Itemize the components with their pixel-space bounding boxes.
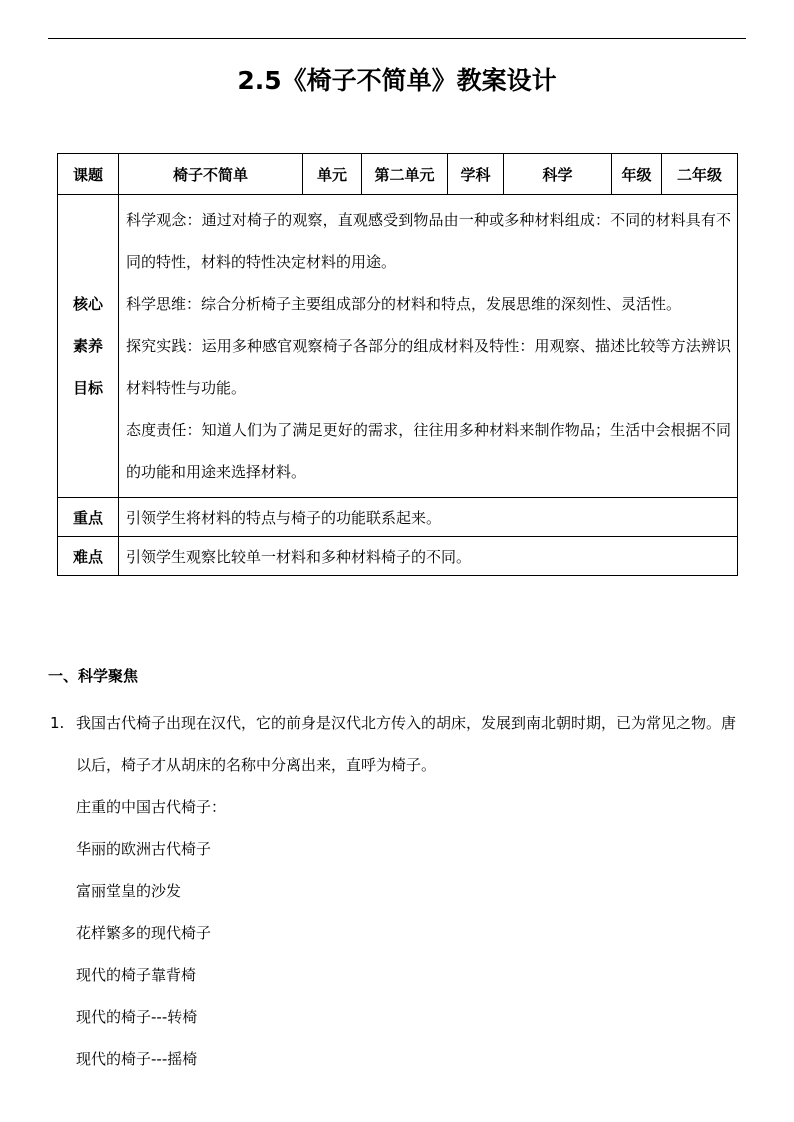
- unit-value: 第二单元: [362, 154, 448, 195]
- sub-item: 庄重的中国古代椅子：: [76, 798, 227, 816]
- grade-label: 年级: [612, 154, 662, 195]
- key-point-value: 引领学生将材料的特点与椅子的功能联系起来。: [119, 498, 738, 537]
- course-label: 课题: [58, 154, 119, 195]
- sub-item: 花样繁多的现代椅子: [76, 924, 212, 942]
- core-label-line: 素养: [72, 337, 103, 355]
- sub-item: 现代的椅子---转椅: [76, 1008, 198, 1026]
- goal-science-thinking: 科学思维：综合分析椅子主要组成部分的材料和特点，发展思维的深刻性、灵活性。: [126, 295, 682, 313]
- list-item: [48, 702, 746, 786]
- course-value: 椅子不简单: [119, 154, 303, 195]
- table-row: [58, 537, 738, 576]
- subject-label: 学科: [448, 154, 504, 195]
- subject-value: 科学: [504, 154, 612, 195]
- grade-value: 二年级: [662, 154, 738, 195]
- table-row: [58, 498, 738, 537]
- list-item-number: 1.: [50, 714, 65, 732]
- section-heading: 一、科学聚焦: [48, 667, 139, 685]
- goal-inquiry-practice: 探究实践：运用多种感官观察椅子各部分的组成材料及特性：用观察、描述比较等方法辨识材料特性与功能。: [126, 337, 731, 397]
- list-item-text: 我国古代椅子出现在汉代，它的前身是汉代北方传入的胡床，发展到南北朝时期，已为常见之物。唐以后，椅子才从胡床的名称中分离出来，直呼为椅子。: [76, 714, 737, 774]
- document-title: 2.5《椅子不简单》教案设计: [237, 66, 557, 95]
- lesson-info-table: [57, 153, 738, 576]
- core-goals-content: [119, 195, 738, 498]
- science-focus-list: [48, 702, 746, 1080]
- key-point-label: 重点: [58, 498, 119, 537]
- table-row: [58, 195, 738, 498]
- header-rule: [48, 38, 746, 39]
- sub-item: 现代的椅子靠背椅: [76, 966, 197, 984]
- sub-item: 富丽堂皇的沙发: [76, 882, 182, 900]
- core-label-line: 核心: [72, 295, 103, 313]
- sub-item: 华丽的欧洲古代椅子: [76, 840, 212, 858]
- unit-label: 单元: [303, 154, 362, 195]
- core-label-line: 目标: [72, 379, 103, 397]
- goal-attitude-responsibility: 态度责任：知道人们为了满足更好的需求，往往用多种材料来制作物品；生活中会根据不同的功能和用途来选择材料。: [126, 421, 731, 481]
- core-goals-label: [58, 195, 119, 498]
- goal-science-concept: 科学观念：通过对椅子的观察，直观感受到物品由一种或多种材料组成：不同的材料具有不同的特性，材料的特性决定材料的用途。: [126, 211, 731, 271]
- difficulty-label: 难点: [58, 537, 119, 576]
- sub-item: 现代的椅子---摇椅: [76, 1050, 198, 1068]
- table-row: [58, 154, 738, 195]
- difficulty-value: 引领学生观察比较单一材料和多种材料椅子的不同。: [119, 537, 738, 576]
